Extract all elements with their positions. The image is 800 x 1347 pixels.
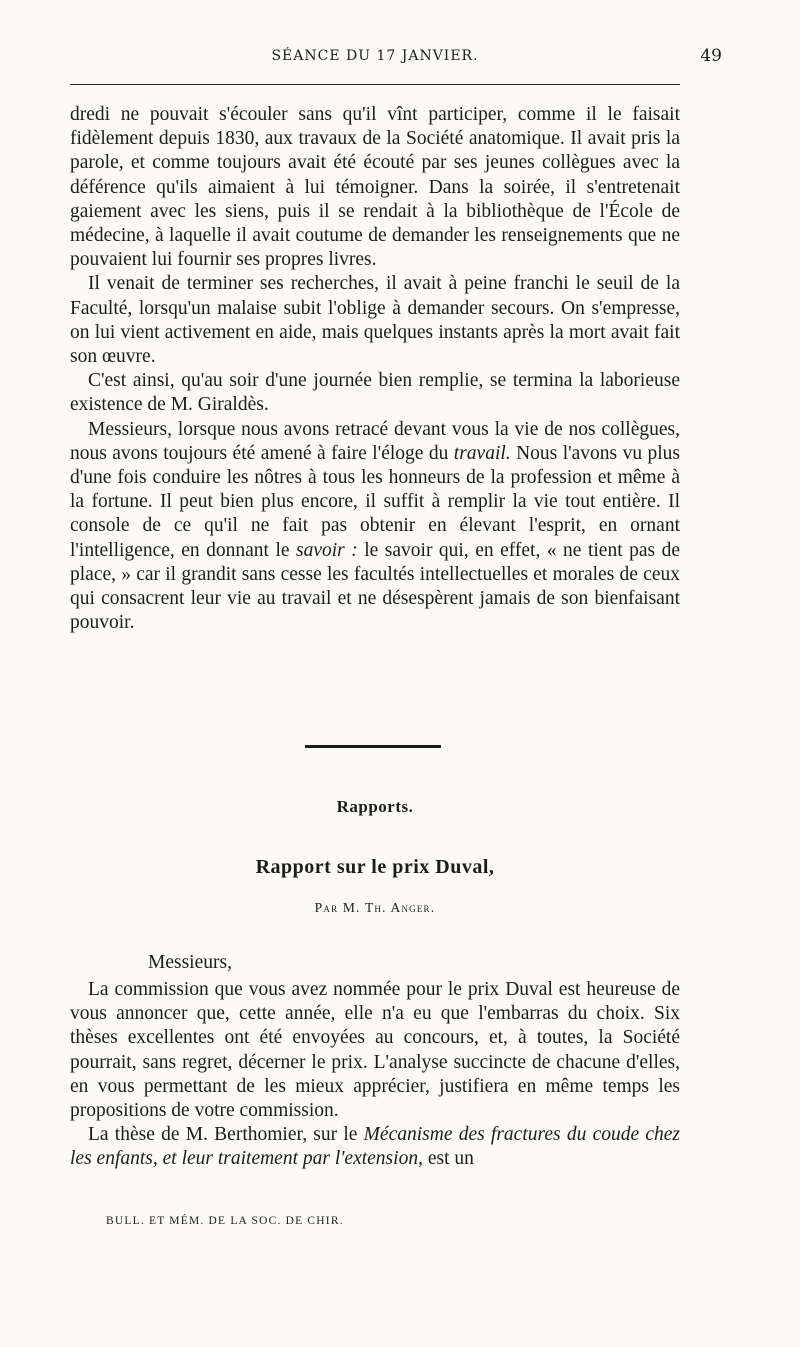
text-run: Nous l'avons vu plus d'une fois conduire les nôtres à tous les honneurs de la profession et même à la fortune. Il peut bien plus encore, il suffit à remplir la vie tout entière. Il console de ce qu'il ne fait pas obtenir en élevant l'esprit, en ornant l'intelligence, en donnant le xyxy=(70,442,681,561)
page-number: 49 xyxy=(700,46,722,66)
paragraph-thesis xyxy=(70,1123,680,1171)
report-author: Par M. Th. Anger. xyxy=(314,900,436,915)
eulogy-text xyxy=(70,103,680,635)
section-title: Rapports. xyxy=(336,797,414,816)
header-rule xyxy=(70,84,680,85)
paragraph: Il venait de terminer ses recherches, il avait à peine franchi le seuil de la Faculté, lorsqu'un malaise subit l'oblige à demander secours. On s'empresse, on lui vient activement en aide, mais quelques instants après la mort avait fait son œuvre. xyxy=(70,273,680,368)
thesis-title: Mécanisme des fractures du coude chez les enfants, et leur traitement par l'extension, xyxy=(70,1124,681,1170)
paragraph-continuation: dredi ne pouvait s'écouler sans qu'il vînt participer, comme il le faisait fidèlement depuis 1830, aux travaux de la Société anatomique. Il avait pris la parole, et comme toujours avait été écouté par ses jeunes collègues avec la déférence qu'ils aimaient à lui témoigner. Dans la soirée, il s'entretenait gaiement avec les siens, puis il se rendait à la bibliothèque de l'École de médecine, à laquelle il avait coutume de demander les renseignements que ne pouvaient lui fournir ses propres livres. xyxy=(70,104,680,271)
running-head xyxy=(70,46,722,74)
paragraph: La commission que vous avez nommée pour le prix Duval est heureuse de vous annoncer que, cette année, elle n'a eu que l'embarras du choix. Six thèses excellentes ont été envoyées au concours, et, à toutes, la Société pourrait, sans regret, décerner le prix. L'analyse succincte de chacune d'elles, en vous permettant de les mieux apprécier, justifiera en même temps les propositions de votre commission. xyxy=(70,979,680,1122)
section-separator xyxy=(305,745,441,748)
footer-signature: BULL. ET MÉM. DE LA SOC. DE CHIR. xyxy=(106,1215,344,1227)
running-title: SÉANCE DU 17 JANVIER. xyxy=(271,48,479,64)
text-run: La thèse de M. Berthomier, sur le xyxy=(88,1124,364,1146)
text-run: Messieurs, lorsque nous avons retracé devant vous la vie de nos collègues, nous avons toujours été amené à faire l'éloge du xyxy=(70,418,680,464)
paragraph-labor xyxy=(70,418,680,636)
text-run: le savoir qui, en effet, « ne tient pas de place, » car il grandit sans cesse les facultés intellectuelles et morales de ceux qui consacrent leur vie au travail et ne désespèrent jamais de son bienfaisant pouvoir. xyxy=(70,539,680,634)
paragraph: C'est ainsi, qu'au soir d'une journée bien remplie, se termina la laborieuse existence de M. Giraldès. xyxy=(70,370,680,416)
emphasis-savoir: savoir : xyxy=(296,539,358,561)
report-title: Rapport sur le prix Duval, xyxy=(255,856,495,878)
salutation: Messieurs, xyxy=(148,952,232,973)
emphasis-travail: travail. xyxy=(453,442,511,464)
text-run: est un xyxy=(422,1148,474,1170)
report-text xyxy=(70,978,680,1172)
